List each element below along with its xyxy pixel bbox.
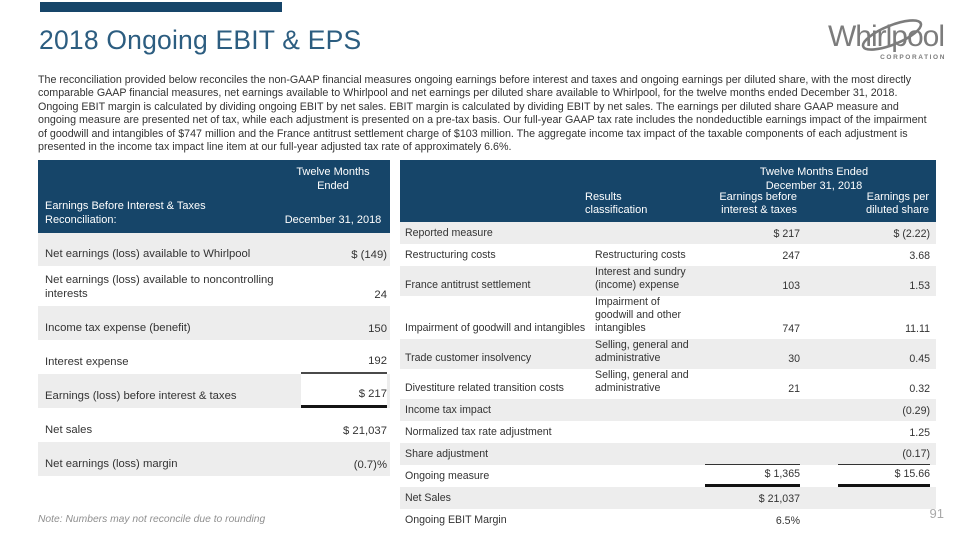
table-row bbox=[400, 399, 936, 421]
row-eps-value: 1.53 bbox=[909, 280, 930, 292]
row-ebit-cell bbox=[692, 222, 800, 244]
right-header-period-line1: Twelve Months Ended bbox=[759, 166, 869, 178]
row-value-cell bbox=[301, 442, 387, 476]
table-row bbox=[38, 233, 390, 266]
row-eps-cell bbox=[800, 465, 936, 487]
row-classification: Restructuring costs bbox=[595, 249, 686, 261]
row-eps-cell bbox=[800, 296, 936, 339]
row-eps-cell bbox=[800, 399, 936, 421]
row-value: (0.7)% bbox=[353, 459, 387, 471]
right-header-ebit: Earnings before interest & taxes bbox=[719, 191, 797, 216]
footnote: Note: Numbers may not reconcile due to rounding bbox=[38, 514, 266, 525]
row-ebit-value: 747 bbox=[782, 323, 800, 335]
row-ebit-value: $ 217 bbox=[773, 228, 800, 240]
row-label: Income tax impact bbox=[405, 404, 491, 416]
row-value-cell bbox=[301, 374, 387, 408]
row-eps-cell bbox=[800, 266, 936, 296]
row-eps-value: 0.45 bbox=[909, 353, 930, 365]
row-label: Net earnings (loss) available to noncontrolling interests bbox=[45, 274, 274, 300]
table-row bbox=[400, 369, 936, 399]
row-value-cell bbox=[301, 266, 387, 306]
left-table-body bbox=[38, 233, 390, 476]
table-row bbox=[400, 421, 936, 443]
row-eps-value: 3.68 bbox=[909, 250, 930, 262]
left-header-date: December 31, 2018 bbox=[284, 213, 382, 226]
row-eps-value bbox=[838, 527, 930, 531]
row-label: Share adjustment bbox=[405, 448, 489, 460]
row-ebit-cell bbox=[692, 465, 800, 487]
row-ebit-cell bbox=[692, 244, 800, 266]
row-label: Trade customer insolvency bbox=[405, 352, 532, 364]
row-ebit-cell bbox=[692, 509, 800, 531]
row-classification bbox=[595, 461, 692, 465]
row-classification bbox=[595, 527, 692, 531]
row-ebit-value: $ 21,037 bbox=[758, 493, 800, 505]
row-eps-value: (0.29) bbox=[902, 405, 930, 417]
row-ebit-value: 30 bbox=[788, 353, 800, 365]
ebit-reconciliation-table bbox=[38, 160, 390, 476]
table-row bbox=[400, 296, 936, 339]
row-classification bbox=[595, 483, 692, 487]
row-classification: Impairment of goodwill and other intangibles bbox=[595, 296, 681, 334]
row-value-cell bbox=[301, 233, 387, 266]
row-label: Income tax expense (benefit) bbox=[45, 321, 191, 334]
row-value: 150 bbox=[368, 323, 387, 335]
row-eps-cell bbox=[800, 509, 936, 531]
row-classification bbox=[595, 505, 692, 509]
row-label: Net sales bbox=[45, 423, 93, 436]
table-row bbox=[400, 222, 936, 244]
row-label: Normalized tax rate adjustment bbox=[405, 426, 552, 438]
row-eps-cell bbox=[800, 222, 936, 244]
right-header-period-line2: December 31, 2018 bbox=[765, 180, 863, 192]
table-row bbox=[400, 443, 936, 465]
table-row bbox=[400, 266, 936, 296]
table-row bbox=[400, 339, 936, 369]
row-ebit-cell bbox=[692, 369, 800, 399]
row-value: $ 217 bbox=[358, 388, 387, 400]
row-label: Divestiture related transition costs bbox=[405, 382, 564, 394]
row-label: Interest expense bbox=[45, 355, 129, 368]
row-label: Ongoing measure bbox=[405, 470, 490, 482]
right-header-classification: Results classification bbox=[585, 191, 648, 216]
logo-wordmark: Whirlpool bbox=[827, 20, 944, 53]
row-value-cell bbox=[301, 408, 387, 442]
whirlpool-logo bbox=[792, 14, 952, 72]
page-title: 2018 Ongoing EBIT & EPS bbox=[39, 25, 362, 55]
row-label: Earnings (loss) before interest & taxes bbox=[45, 389, 237, 402]
row-ebit-cell bbox=[692, 339, 800, 369]
table-row bbox=[38, 340, 390, 374]
row-value: $ 21,037 bbox=[343, 425, 387, 437]
row-label: Net Sales bbox=[405, 492, 451, 504]
row-eps-cell bbox=[800, 487, 936, 509]
right-header-eps: Earnings per diluted share bbox=[866, 191, 929, 216]
table-row bbox=[38, 408, 390, 442]
row-ebit-cell bbox=[692, 487, 800, 509]
row-classification: Selling, general and administrative bbox=[595, 339, 689, 364]
table-row bbox=[38, 306, 390, 340]
row-label: Net earnings (loss) margin bbox=[45, 457, 178, 470]
table-row bbox=[400, 244, 936, 266]
row-ebit-value: $ 1,365 bbox=[705, 468, 800, 487]
row-eps-cell bbox=[800, 421, 936, 443]
right-table-body bbox=[400, 222, 936, 531]
row-eps-value: (0.17) bbox=[838, 448, 930, 465]
row-eps-cell bbox=[800, 339, 936, 369]
row-label: Impairment of goodwill and intangibles bbox=[405, 322, 586, 334]
row-ebit-cell bbox=[692, 266, 800, 296]
row-value: 24 bbox=[374, 289, 387, 301]
left-header-title: Earnings Before Interest & Taxes Reconciliation: bbox=[45, 200, 206, 226]
intro-paragraph: The reconciliation provided below reconciles the non-GAAP financial measures ongoing earnings before interest and taxes and ongoing earnings per diluted share, with the most directly comparable GAAP financial measures, net earnings available to Whirlpool and net earnings per diluted share available to Whirlpool, for the twelve months ended December 31, 2018. Ongoing EBIT margin is calculated by dividing ongoing EBIT by net sales. EBIT margin is calculated by dividing EBIT by net sales. The earnings per diluted share GAAP measure and ongoing measure are presented net of tax, while each adjustment is presented on a pre-tax basis. Our full-year GAAP tax rate includes the nondeductible earnings impact of the impairment of goodwill and intangibles of $747 million and the France antitrust settlement charge of $103 million. The aggregate income tax impact of the taxable components of each adjustment is presented in the income tax impact line item at our full-year adjusted tax rate of approximately 6.6%. bbox=[38, 74, 927, 154]
row-value-cell bbox=[301, 306, 387, 340]
row-ebit-value: 247 bbox=[782, 250, 800, 262]
row-classification: Interest and sundry (income) expense bbox=[595, 266, 686, 291]
row-eps-cell bbox=[800, 443, 936, 465]
row-classification: Selling, general and administrative bbox=[595, 369, 689, 394]
row-classification bbox=[595, 417, 692, 421]
ongoing-measure-table bbox=[400, 160, 936, 531]
row-label: Ongoing EBIT Margin bbox=[405, 514, 507, 526]
right-table-header bbox=[400, 160, 936, 222]
row-label: France antitrust settlement bbox=[405, 279, 531, 291]
row-eps-value: 1.25 bbox=[909, 427, 930, 439]
row-label: Reported measure bbox=[405, 227, 493, 239]
row-eps-value: 11.11 bbox=[905, 323, 930, 335]
table-row bbox=[400, 509, 936, 531]
row-ebit-value: 21 bbox=[788, 383, 800, 395]
row-eps-value: $ (2.22) bbox=[893, 228, 930, 240]
row-classification bbox=[595, 240, 692, 244]
row-ebit-cell bbox=[692, 399, 800, 421]
left-table-header bbox=[38, 160, 390, 233]
row-eps-value: 0.32 bbox=[909, 383, 930, 395]
accent-bar bbox=[40, 2, 282, 12]
row-value: $ (149) bbox=[351, 249, 387, 261]
table-row bbox=[400, 487, 936, 509]
table-row bbox=[400, 465, 936, 487]
row-value: 192 bbox=[368, 355, 387, 367]
row-label: Restructuring costs bbox=[405, 249, 496, 261]
row-ebit-cell bbox=[692, 443, 800, 465]
row-ebit-cell bbox=[692, 296, 800, 339]
row-eps-value: $ 15.66 bbox=[838, 468, 930, 487]
table-row bbox=[38, 374, 390, 408]
row-eps-cell bbox=[800, 369, 936, 399]
logo-corporation-label: CORPORATION bbox=[880, 54, 946, 61]
table-row bbox=[38, 442, 390, 476]
left-header-period: Twelve Months Ended bbox=[296, 166, 370, 192]
row-ebit-value: 103 bbox=[782, 280, 800, 292]
table-row bbox=[38, 266, 390, 306]
row-ebit-value: 6.5% bbox=[775, 515, 800, 527]
row-label: Net earnings (loss) available to Whirlpool bbox=[45, 247, 251, 260]
row-ebit-cell bbox=[692, 421, 800, 443]
row-value-cell bbox=[301, 340, 387, 374]
row-classification bbox=[595, 439, 692, 443]
right-header-period bbox=[700, 165, 928, 193]
page-number: 91 bbox=[929, 506, 944, 521]
row-eps-cell bbox=[800, 244, 936, 266]
